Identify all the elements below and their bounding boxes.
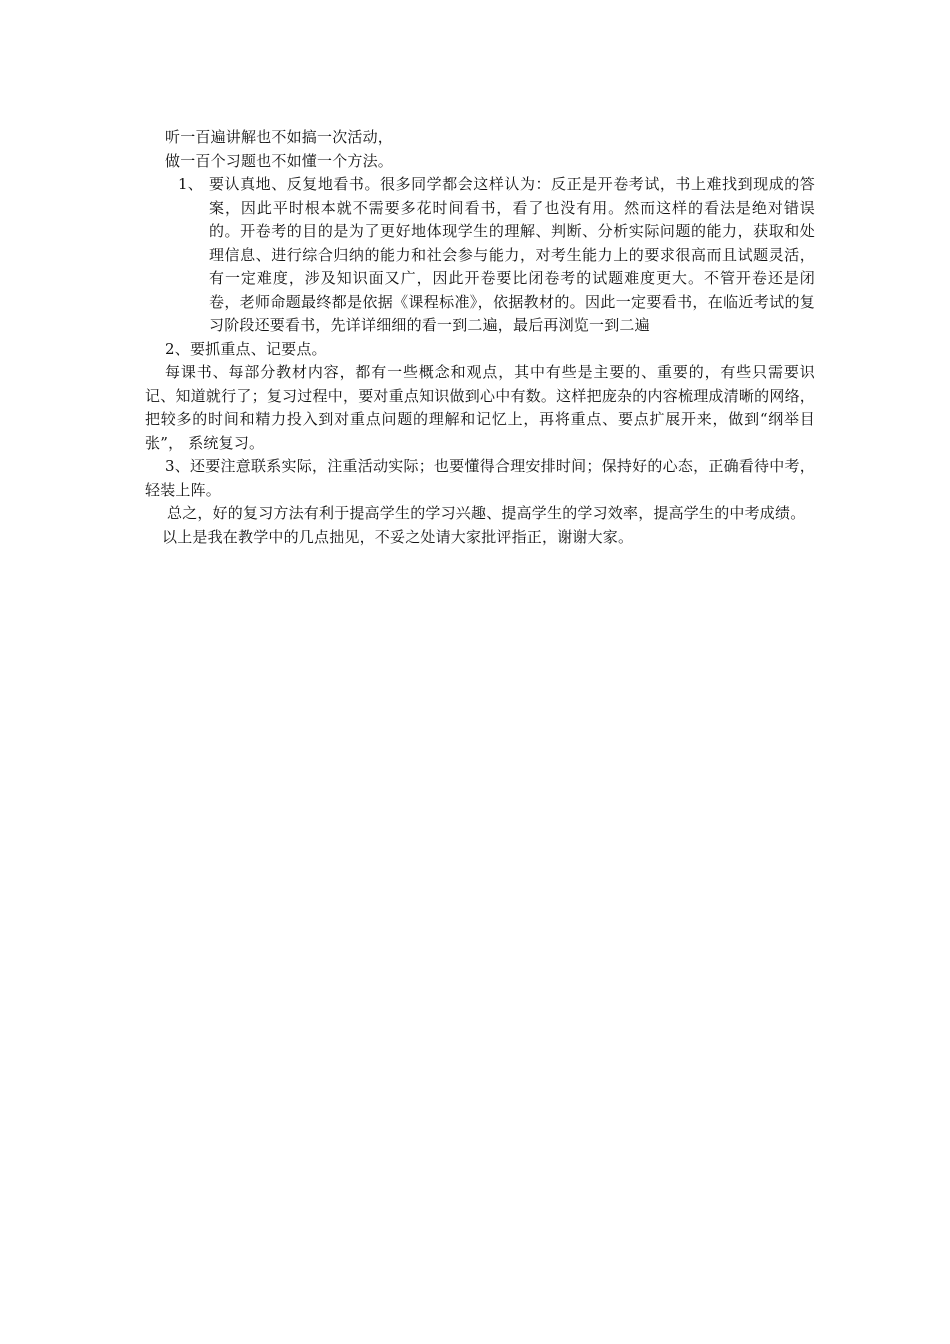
item-3-paragraph: 3、还要注意联系实际，注重活动实际；也要懂得合理安排时间；保持好的心态，正确看待中考， 轻装上阵。	[145, 457, 815, 499]
list-item-1	[145, 173, 815, 338]
item-2-heading: 2、要抓重点、记要点。	[165, 339, 327, 358]
document-body	[145, 126, 815, 549]
item-2-body: 每课书、每部分教材内容，都有一些概念和观点，其中有些是主要的、重要的，有些只需要识记、知道就行了；复习过程中，要对重点知识做到心中有数。这样把庞杂的内容梳理成清晰的网络，把较多的时间和精力投入到对重点问题的理解和记忆上，再将重点、要点扩展开来，做到“纲举目张”， 系统复习。	[145, 363, 815, 452]
closing-paragraph: 以上是我在教学中的几点拙见，不妥之处请大家批评指正，谢谢大家。	[162, 527, 634, 546]
list-item-1-text: 要认真地、反复地看书。很多同学都会这样认为：反正是开卷考试，书上难找到现成的答案，因此平时根本就不需要多花时间看书，看了也没有用。然而这样的看法是绝对错误的。开卷考的目的是为了更好地体现学生的理解、判断、分析实际问题的能力，获取和处理信息、进行综合归纳的能力和社会参与能力，对考生能力上的要求很高而且试题灵活，有一定难度，涉及知识面又广，因此开卷要比闭卷考的试题难度更大。不管开卷还是闭卷，老师命题最终都是依据《课程标准》，依据教材的。因此一定要看书，在临近考试的复习阶段还要看书，先详详细细的看一到二遍，最后再浏览一到二遍	[209, 175, 815, 334]
list-item-1-number: 1、	[178, 175, 203, 193]
summary-paragraph: 总之，好的复习方法有利于提高学生的学习兴趣、提高学生的学习效率，提高学生的中考成绩。	[167, 504, 806, 522]
motto-line-2: 做一百个习题也不如懂一个方法。	[165, 151, 394, 170]
motto-line-1: 听一百遍讲解也不如搞一次活动，	[165, 128, 394, 146]
